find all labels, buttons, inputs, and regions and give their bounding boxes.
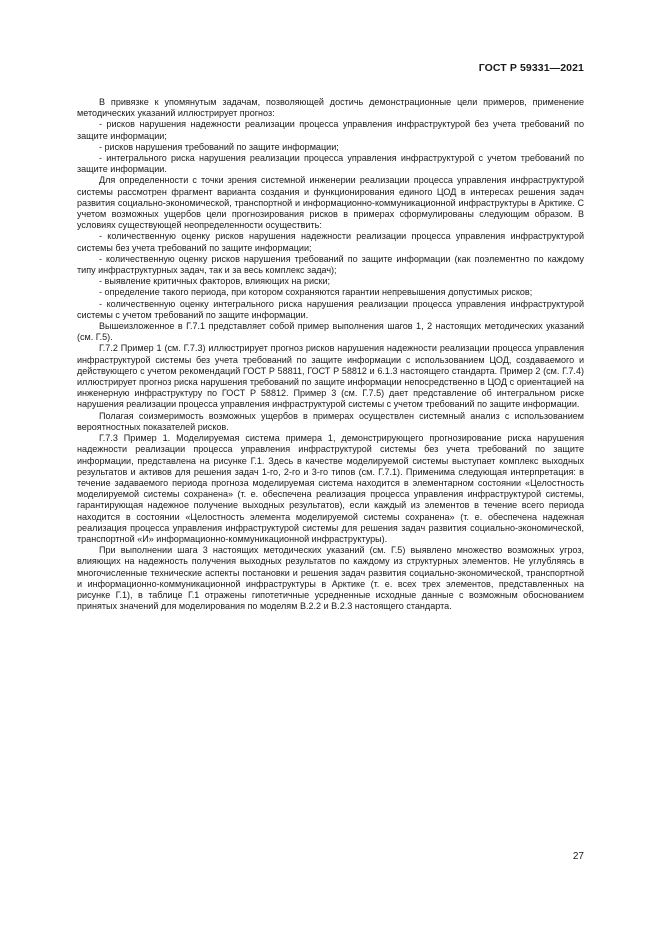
list-item: - рисков нарушения надежности реализации процесса управления инфраструктурой без учета требований по защите информации; (77, 119, 584, 141)
paragraph: Для определенности с точки зрения системной инженерии реализации процесса управления инфраструктурой системы рассмотрен фрагмент варианта создания и функционирования единого ЦОД в интересах решения задач развития социально-экономической, транспортной и информационно-коммуникационной инфраструктуры в Арктике. С учетом возможных ущербов цели прогнозирования рисков в примерах сформулированы следующим образом. В условиях существующей неопределенности осуществить: (77, 175, 584, 231)
paragraph: В привязке к упомянутым задачам, позволяющей достичь демонстрационные цели примеров, применение методических указаний иллюстрирует прогноз: (77, 97, 584, 119)
list-item: - выявление критичных факторов, влияющих на риски; (99, 276, 331, 287)
page-number: 27 (572, 851, 584, 862)
paragraph: Г.7.2 Пример 1 (см. Г.7.3) иллюстрирует прогноз рисков нарушения надежности реализации процесса управления инфраструктурой системы без учета требований по защите информации с использованием ЦОД, создаваемого и действующего с учетом рекомендаций ГОСТ Р 58811, ГОСТ Р 58812 и 6.1.3 настоящего стандарта. Пример 2 (см. Г.7.4) иллюстрирует прогноз риска нарушения требований по защите информации непосредственно в ЦОД с ориентацией на инженерную инфраструктуру по ГОСТ Р 58812. Пример 3 (см. Г.7.5) дает представление об интегральном риске нарушения реализации процесса управления инфраструктурой системы с учетом требований по защите информации. (77, 343, 584, 410)
document-code: ГОСТ Р 59331—2021 (478, 62, 584, 74)
list-item: - количественную оценку рисков нарушения надежности реализации процесса управления инфраструктурой системы без учета требований по защите информации; (77, 231, 584, 253)
list-item: - интегрального риска нарушения реализации процесса управления инфраструктурой с учетом требований по защите информации. (77, 153, 584, 175)
list-item: - рисков нарушения требований по защите информации; (99, 141, 339, 152)
document-body (77, 97, 584, 612)
paragraph: Г.7.3 Пример 1. Моделируемая система примера 1, демонстрирующего прогнозирование риска нарушения надежности реализации процесса управления инфраструктурой системы без учета требований по защите информации, представлена на рисунке Г.1. Здесь в качестве моделируемой системы выступает комплекс выходных результатов и активов для решения задач 1-го, 2-го и 3-го типов (см. Г.7.1). Применима следующая интерпретация: в течение задаваемого периода прогноза моделируемая система находится в элементарном состоянии «Целостность моделируемой системы сохранена» (т. е. обеспечена реализация процесса управления инфраструктурой системы, гарантирующая надежное получение выходных результатов), если каждый из элементов в течение всего периода находится в состоянии «Целостность элемента моделируемой системы сохранена» (т. е. обеспечена надежная реализация процесса управления инфраструктурой системы для решения задач развития социально-экономической, транспортной «И» информационно-коммуникационной инфраструктуры). (77, 433, 584, 544)
paragraph: Вышеизложенное в Г.7.1 представляет собой пример выполнения шагов 1, 2 настоящих методических указаний (см. Г.5). (77, 321, 584, 343)
paragraph: При выполнении шага 3 настоящих методических указаний (см. Г.5) выявлено множество возможных угроз, влияющих на надежность получения выходных результатов по каждому из структурных элементов. Не углубляясь в многочисленные технические аспекты постановки и решения задач развития социально-экономической, транспортной и информационно-коммуникационной инфраструктуры в Арктике (т. е. всех трех элементов, представленных на рисунке Г.1), в таблице Г.1 отражены гипотетичные усредненные исходные данные с возможным обоснованием принятых значений для моделирования по моделям В.2.2 и В.2.3 настоящего стандарта. (77, 545, 584, 612)
paragraph: Полагая соизмеримость возможных ущербов в примерах осуществлен системный анализ с использованием вероятностных показателей рисков. (77, 410, 584, 432)
list-item: - количественную оценку рисков нарушения требований по защите информации (как поэлементно по каждому типу инфраструктурных задач, так и за весь комплекс задач); (77, 253, 584, 276)
list-item: - количественную оценку интегрального риска нарушения реализации процесса управления инфраструктурой системы с учетом требований по защите информации. (77, 298, 584, 320)
list-item: - определение такого периода, при котором сохраняются гарантии непревышения допустимых рисков; (99, 287, 533, 298)
